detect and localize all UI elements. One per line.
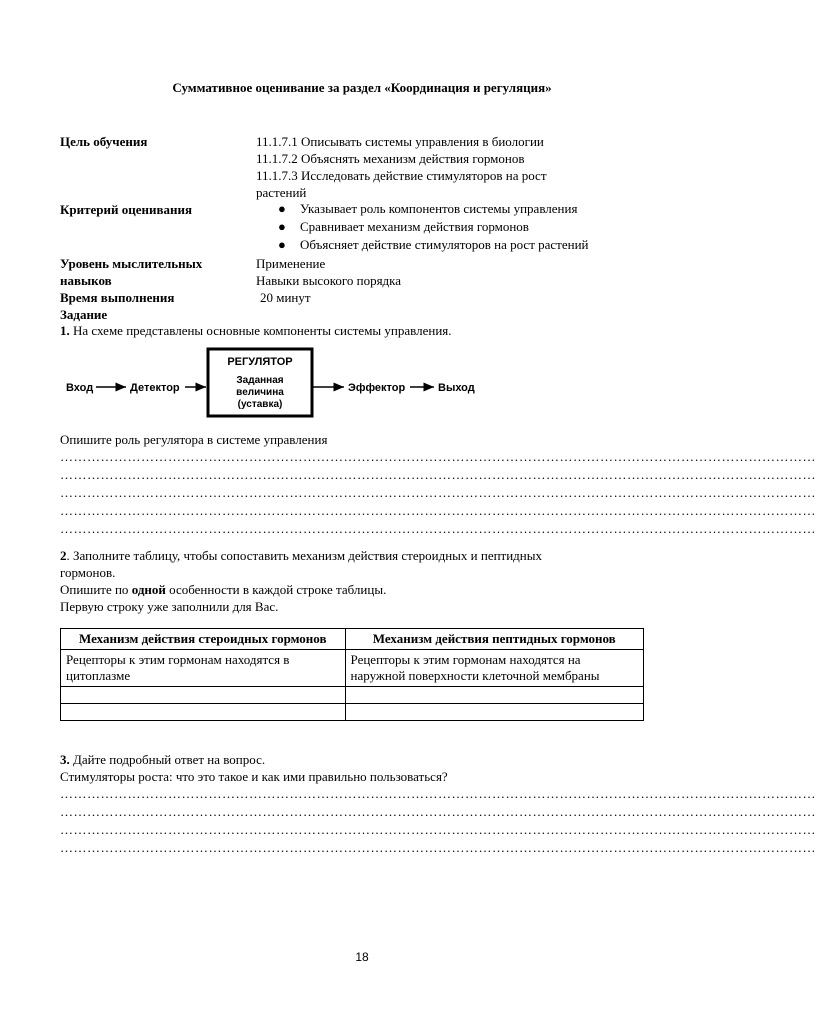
answer-lines-q1[interactable]	[60, 448, 816, 538]
answer-line[interactable]: ……………………………………………………………………………………………………………………………………………………	[60, 822, 816, 837]
goal-label: Цель обучения	[60, 134, 148, 149]
q2-note: Первую строку уже заполнили для Вас.	[60, 599, 279, 614]
regulator-title: РЕГУЛЯТОР	[227, 356, 293, 368]
page-title: Суммативное оценивание за раздел «Координация и регуляция»	[172, 80, 552, 95]
answer-line[interactable]: ……………………………………………………………………………………………………………………………………………………	[60, 840, 816, 855]
table-cell: Рецепторы к этим гормонам находятся на наружной поверхности клеточной мембраны	[345, 650, 643, 687]
table-row	[61, 650, 644, 687]
goal-line: 11.1.7.1 Описывать системы управления в биологии	[256, 134, 544, 149]
q3-text: 3. Дайте подробный ответ на вопрос.	[60, 752, 266, 767]
answer-lines-q3[interactable]	[60, 785, 816, 857]
answer-line[interactable]: ……………………………………………………………………………………………………………………………………………………	[60, 786, 816, 801]
diagram-output-label: Выход	[438, 382, 475, 394]
goal-line: 11.1.7.2 Объяснять механизм действия гормонов	[256, 151, 525, 166]
goal-line: 11.1.7.3 Исследовать действие стимуляторов на рост	[256, 168, 547, 183]
q2-instruction: Опишите по одной особенности в каждой строке таблицы.	[60, 582, 387, 597]
page-number: 18	[355, 950, 369, 964]
diagram-effector-label: Эффектор	[348, 382, 406, 394]
control-system-diagram	[60, 345, 490, 420]
bullet-icon: ●	[278, 237, 286, 252]
answer-line[interactable]: ……………………………………………………………………………………………………………………………………………………	[60, 449, 816, 464]
hormone-comparison-table	[60, 628, 644, 721]
table-header-steroid: Механизм действия стероидных гормонов	[61, 629, 346, 650]
q1-prompt: Опишите роль регулятора в системе управления	[60, 432, 328, 447]
table-cell-empty[interactable]	[345, 704, 643, 721]
table-header-peptide: Механизм действия пептидных гормонов	[345, 629, 643, 650]
regulator-line: (уставка)	[237, 399, 283, 410]
criteria-item: ● Указывает роль компонентов системы управления	[278, 201, 578, 216]
q1-text: 1. На схеме представлены основные компоненты системы управления.	[60, 323, 452, 338]
criteria-item: ● Объясняет действие стимуляторов на рост растений	[278, 237, 589, 252]
bullet-icon: ●	[278, 219, 286, 234]
level-label: Уровень мыслительных	[60, 256, 203, 271]
table-cell-empty[interactable]	[345, 687, 643, 704]
table-row[interactable]	[61, 687, 644, 704]
goal-line: растений	[256, 185, 307, 200]
answer-line[interactable]: ……………………………………………………………………………………………………………………………………………………	[60, 467, 816, 482]
bullet-icon: ●	[278, 201, 286, 216]
criteria-list	[270, 200, 589, 254]
answer-line[interactable]: ……………………………………………………………………………………………………………………………………………………	[60, 485, 816, 500]
regulator-line: величина	[236, 387, 284, 398]
level-value: Применение	[256, 256, 326, 271]
table-header-row	[61, 629, 644, 650]
table-cell-empty[interactable]	[61, 704, 346, 721]
q3-question: Стимуляторы роста: что это такое и как ими правильно пользоваться?	[60, 769, 448, 784]
q3-number: 3.	[60, 752, 70, 767]
criteria-item: ● Сравнивает механизм действия гормонов	[278, 219, 529, 234]
regulator-line: Заданная	[236, 375, 284, 386]
table-cell: Рецепторы к этим гормонам находятся в цитоплазме	[61, 650, 346, 687]
diagram-detector-label: Детектор	[130, 382, 180, 394]
q1-number: 1.	[60, 323, 70, 338]
diagram-input-label: Вход	[66, 382, 94, 394]
time-label: Время выполнения	[60, 290, 175, 305]
q2-number: 2	[60, 548, 67, 563]
level-label-cont: навыков	[60, 273, 112, 288]
time-value: 20 минут	[260, 290, 311, 305]
table-cell-empty[interactable]	[61, 687, 346, 704]
q2-text-cont: гормонов.	[60, 565, 116, 580]
answer-line[interactable]: ……………………………………………………………………………………………………………………………………………………	[60, 521, 816, 536]
level-value: Навыки высокого порядка	[256, 273, 402, 288]
q2-text: 2. Заполните таблицу, чтобы сопоставить механизм действия стероидных и пептидных	[60, 548, 542, 563]
table-row[interactable]	[61, 704, 644, 721]
answer-line[interactable]: ……………………………………………………………………………………………………………………………………………………	[60, 804, 816, 819]
criteria-label: Критерий оценивания	[60, 202, 193, 217]
answer-line[interactable]: ……………………………………………………………………………………………………………………………………………………	[60, 503, 816, 518]
task-label: Задание	[60, 307, 108, 322]
